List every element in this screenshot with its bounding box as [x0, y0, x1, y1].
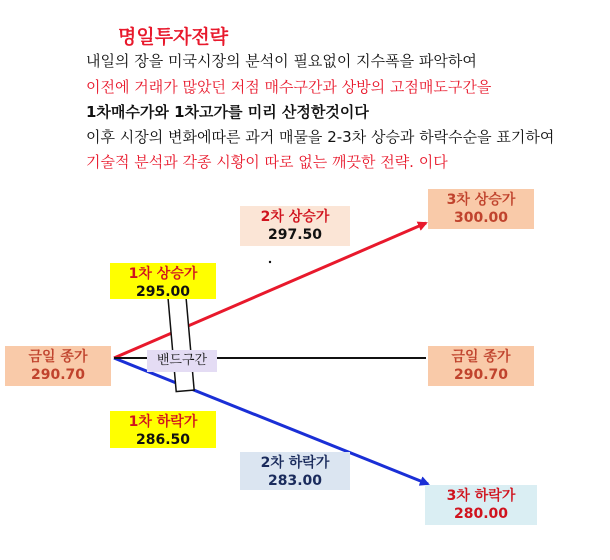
down1-box — [110, 411, 216, 448]
paragraph-line-2: 이전에 거래가 많았던 저점 매수구간과 상방의 고점매도구간을 — [86, 78, 492, 96]
down1-label: 1차 하락가 — [128, 414, 198, 430]
paragraph-line-5: 기술적 분석과 각종 시황이 따로 없는 깨끗한 전략. 이다 — [86, 153, 448, 171]
band-rect — [168, 294, 194, 391]
today-close-left-value: 290.70 — [30, 367, 86, 383]
down3-box — [425, 485, 537, 525]
down1-value: 286.50 — [135, 432, 191, 448]
up2-value: 297.50 — [267, 227, 323, 243]
dot-mark — [269, 261, 271, 263]
today-close-right-label: 금일 종가 — [451, 349, 511, 365]
down3-value: 280.00 — [453, 506, 509, 522]
down3-label: 3차 하락가 — [446, 488, 516, 504]
up2-box — [240, 206, 350, 246]
up1-value: 295.00 — [135, 284, 191, 300]
today-close-right-box — [428, 346, 534, 386]
today-close-left-label: 금일 종가 — [28, 349, 88, 365]
up3-value: 300.00 — [453, 210, 509, 226]
up3-label: 3차 상승가 — [446, 192, 516, 208]
down2-box — [240, 452, 350, 490]
up2-label: 2차 상승가 — [260, 209, 330, 225]
paragraph-line-4: 이후 시장의 변화에따른 과거 매물을 2-3차 상승과 하락수순을 표기하여 — [86, 128, 555, 146]
page-title: 명일투자전략 — [118, 26, 229, 48]
band-label: 밴드구간 — [147, 350, 217, 372]
paragraph-line-1: 내일의 장을 미국시장의 분석이 필요없이 지수폭을 파악하여 — [86, 52, 477, 70]
today-close-left-box — [5, 346, 111, 386]
up1-label: 1차 상승가 — [128, 266, 198, 282]
up3-box — [428, 189, 534, 229]
up1-box — [110, 263, 216, 299]
down2-label: 2차 하락가 — [260, 455, 330, 471]
today-close-right-value: 290.70 — [453, 367, 509, 383]
paragraph-line-3: 1차매수가와 1차고가를 미리 산정한것이다 — [86, 103, 369, 121]
down2-value: 283.00 — [267, 473, 323, 489]
